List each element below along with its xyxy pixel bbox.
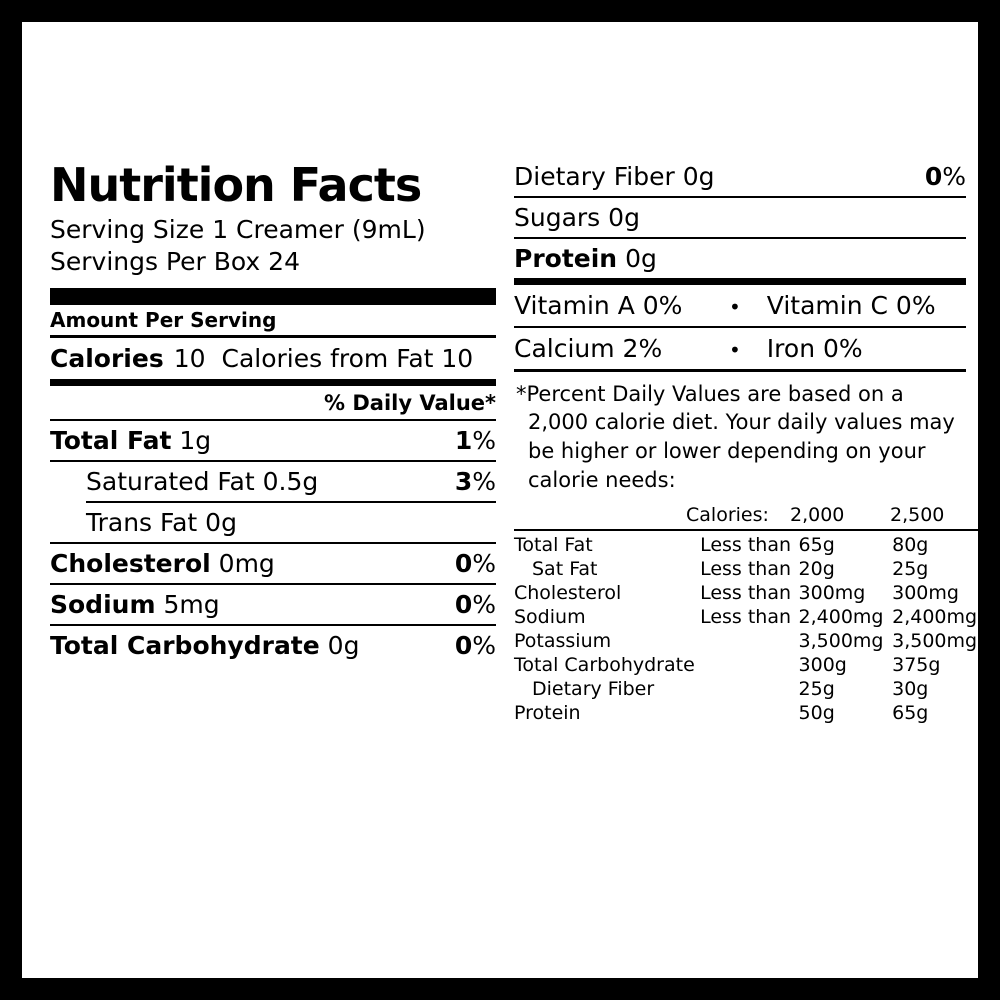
table-row [514,605,980,629]
nutrient-name: Trans Fat [86,508,198,537]
table-row [514,653,980,677]
dv-row-name: Cholesterol [514,582,622,605]
dv-row-2000: 20g [798,558,835,581]
dv-row-name: Total Carbohydrate [514,654,695,677]
daily-value-footnote [514,372,966,498]
footnote-line-2: 2,000 calorie diet. Your daily values may [528,410,955,435]
table-row [514,581,980,605]
divider-medium [50,379,496,386]
dv-row-2000: 3,500mg [798,630,884,653]
vitamin-c-value: Vitamin C 0% [766,291,936,320]
dv-row-qualifier: Less than [700,534,792,557]
dv-row-2000: 300g [798,654,847,677]
nutrition-facts-label [26,158,978,725]
label-right-column [496,162,978,725]
dv-row-name: Sodium [514,606,586,629]
dv-row-qualifier: Less than [700,558,792,581]
calcium-value: Calcium 2% [514,334,663,363]
percent-sign: % [472,426,496,455]
iron-value: Iron 0% [766,334,863,363]
dv-row-2000: 300mg [798,582,866,605]
dv-row-name: Potassium [514,630,612,653]
nutrient-name: Dietary Fiber [514,162,675,191]
table-row [514,629,980,653]
percent-sign: % [472,549,496,578]
nutrient-amount: 1g [179,426,212,455]
calories-from-fat: Calories from Fat 10 [221,343,474,373]
label-left-column [26,158,496,665]
daily-values-reference-table [514,503,980,529]
daily-values-reference-body [514,533,980,725]
vitamin-a-value: Vitamin A 0% [514,291,683,320]
divider-thick [50,288,496,305]
nutrient-row-cholesterol [50,544,496,583]
nutrient-name: Saturated Fat [86,467,255,496]
nutrient-amount: 0g [608,203,640,232]
nutrient-name: Cholesterol [50,549,211,578]
percent-sign: % [472,590,496,619]
nutrient-dv: 0 [454,549,473,578]
nutrient-amount: 0.5g [262,467,319,496]
nutrient-amount: 0g [327,631,360,660]
dv-row-name: Total Fat [514,534,593,557]
servings-per-container-text: Servings Per Box 24 [50,247,300,276]
vitamin-row-a-c [514,285,966,326]
bullet-separator-icon: • [729,295,741,319]
dv-row-qualifier: Less than [700,582,792,605]
divider-medium-2 [514,278,966,285]
dv-row-2500: 25g [892,558,929,581]
dv-row-2000: 2,400mg [798,606,884,629]
nutrient-name: Protein [514,244,618,273]
dv-row-name: Sat Fat [532,558,598,581]
nutrient-amount: 0g [682,162,715,191]
dv-row-2500: 30g [892,678,929,701]
nutrient-amount: 5mg [163,590,220,619]
nutrient-name: Sodium [50,590,156,619]
serving-size-text: Serving Size 1 Creamer (9mL) [50,215,426,244]
nutrient-row-saturated-fat [50,462,496,501]
nutrition-label-panel [22,22,978,978]
dv-row-2000: 65g [798,534,835,557]
table-header-blank [514,503,686,529]
dv-row-2500: 80g [892,534,929,557]
nutrient-row-total-carbohydrate [50,626,496,665]
table-row [514,677,980,701]
dv-row-qualifier: Less than [700,606,792,629]
dv-row-2000: 25g [798,678,835,701]
percent-sign: % [472,631,496,660]
nutrient-name: Total Fat [50,426,172,455]
dv-row-qualifier [700,629,798,653]
dv-row-2500: 300mg [892,582,959,605]
nutrient-dv: 0 [924,162,943,191]
table-row [514,701,980,725]
nutrient-row-sodium [50,585,496,624]
daily-value-header: % Daily Value* [324,390,496,415]
nutrient-amount: 0g [205,508,237,537]
nutrient-row-trans-fat [50,503,496,542]
vitamin-row-calcium-iron [514,328,966,369]
nutrient-amount: 0mg [218,549,275,578]
dv-row-2500: 375g [892,654,941,677]
table-header-row [514,503,980,529]
nutrient-dv: 0 [454,590,473,619]
table-header-2000: 2,000 [790,504,845,527]
table-row [514,557,980,581]
nutrient-dv: 3 [454,467,473,496]
amount-per-serving-label: Amount Per Serving [50,308,277,332]
table-row [514,533,980,557]
table-header-rule [514,529,980,531]
nutrient-row-dietary-fiber [514,162,966,196]
footnote-line-1: *Percent Daily Values are based on a [516,381,904,406]
nutrient-row-sugars [514,198,966,237]
dv-row-name: Dietary Fiber [532,678,655,701]
nutrient-name: Sugars [514,203,601,232]
bullet-separator-icon: • [729,338,741,362]
nutrient-amount: 0g [625,244,657,273]
table-header-2500: 2,500 [890,504,945,527]
dv-row-2500: 3,500mg [892,630,978,653]
dv-row-qualifier [700,677,798,701]
footnote-line-3: be higher or lower depending on your [528,439,926,464]
dv-row-qualifier [700,653,798,677]
dv-row-qualifier [700,701,798,725]
percent-sign: % [942,162,966,191]
page-title: Nutrition Facts [50,158,422,212]
calories-row [50,338,496,379]
footnote-line-4: calorie needs: [528,468,676,493]
nutrient-dv: 1 [454,426,473,455]
table-header-calories: Calories: [686,504,769,527]
percent-sign: % [472,467,496,496]
dv-row-2000: 50g [798,702,835,725]
nutrient-row-total-fat [50,421,496,460]
nutrient-row-protein [514,239,966,278]
dv-row-2500: 65g [892,702,929,725]
calories-label: Calories [50,343,164,373]
nutrient-name: Total Carbohydrate [50,631,320,660]
dv-row-2500: 2,400mg [892,606,978,629]
nutrient-dv: 0 [454,631,473,660]
dv-row-name: Protein [514,702,581,725]
calories-value: 10 [173,343,206,373]
